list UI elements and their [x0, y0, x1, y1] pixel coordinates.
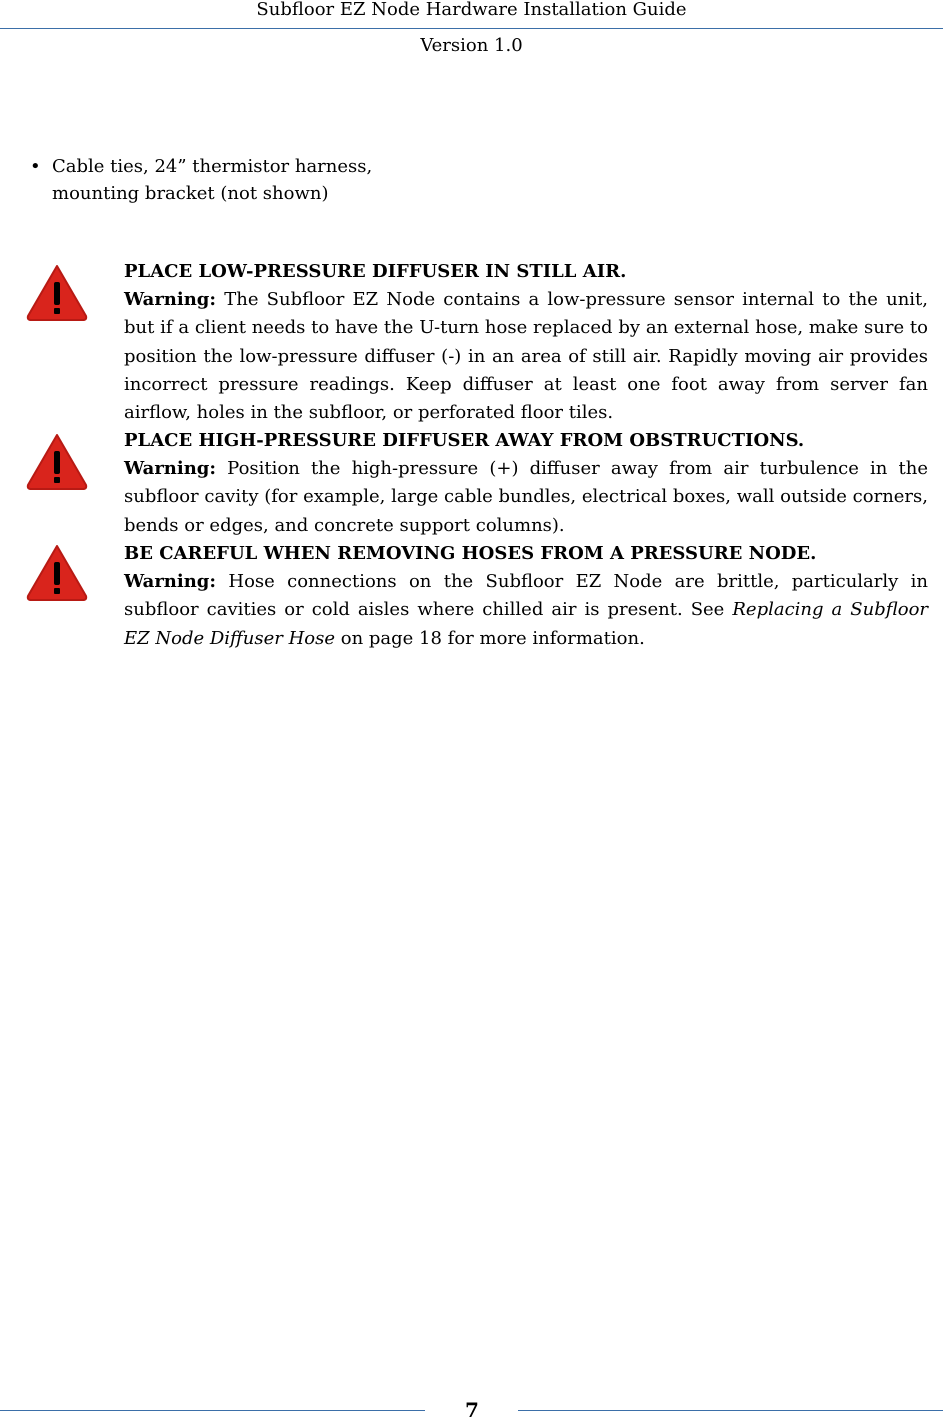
list-item-line: Cable ties, 24” thermistor harness,	[52, 156, 373, 177]
warning-body	[124, 258, 928, 427]
warning-triangle-icon	[24, 542, 90, 602]
warning-body	[124, 427, 928, 540]
bullet-icon: •	[30, 156, 41, 177]
warning-heading: PLACE HIGH-PRESSURE DIFFUSER AWAY FROM OBSTRUCTIONS.	[124, 430, 805, 451]
warning-text-after: on page 18 for more information.	[335, 627, 645, 649]
warning-text: Hose connections on the Subfloor EZ Node are brittle, particularly in subfloor cavities or cold aisles where chilled air is present. See	[124, 571, 928, 621]
warning-label: Warning:	[124, 571, 217, 593]
warning-heading: PLACE LOW-PRESSURE DIFFUSER IN STILL AIR.	[124, 261, 627, 282]
warning-body	[124, 540, 928, 653]
list-item	[30, 153, 630, 207]
cross-reference-link[interactable]: Replacing a Subfloor EZ Node Diffuser Hose	[124, 599, 929, 649]
document-version: Version 1.0	[420, 35, 523, 56]
footer-divider-right	[518, 1410, 943, 1411]
warning-text: The Subfloor EZ Node contains a low-pressure sensor internal to the unit, but if a client needs to have the U-turn hose replaced by an external hose, make sure to position the low-pressure diffuser (-) in an area of still air. Rapidly moving air provides incorrect pressure readings. Keep diffuser at least one foot away from server fan airflow, holes in the subfloor, or perforated floor tiles.	[124, 289, 928, 424]
warning-text: Position the high-pressure (+) diffuser away from air turbulence in the subfloor cavity (for example, large cable bundles, electrical boxes, wall outside corners, bends or edges, and concrete support columns).	[124, 458, 928, 536]
warning-label: Warning:	[124, 289, 217, 311]
document-title: Subfloor EZ Node Hardware Installation Guide	[256, 0, 687, 20]
footer-divider-left	[0, 1410, 425, 1411]
bullet-list	[30, 153, 630, 207]
warning-triangle-icon	[24, 431, 90, 491]
list-item-line: mounting bracket (not shown)	[52, 183, 329, 204]
warning-triangle-icon	[24, 262, 90, 322]
warning-heading: BE CAREFUL WHEN REMOVING HOSES FROM A PRESSURE NODE.	[124, 543, 817, 564]
page-number: 7	[465, 1398, 479, 1422]
warning-label: Warning:	[124, 458, 217, 480]
header-divider	[0, 28, 943, 29]
